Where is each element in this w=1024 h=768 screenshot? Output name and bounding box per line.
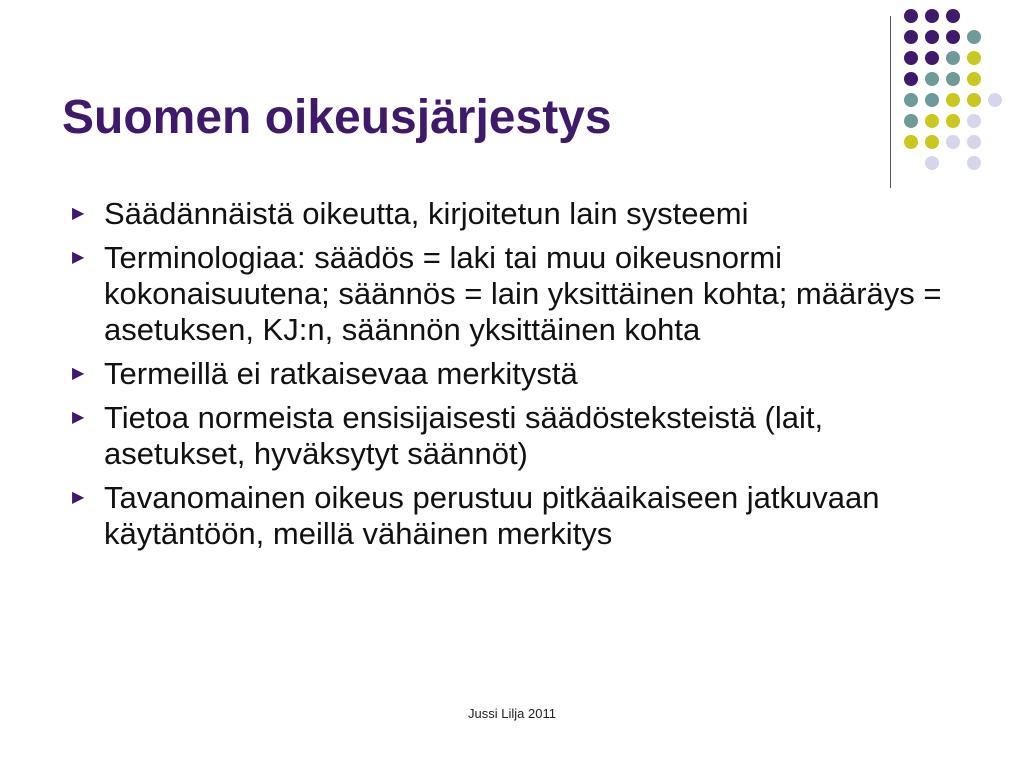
triangle-bullet-icon: ▶ xyxy=(72,249,85,266)
decorative-dot-lavender xyxy=(967,156,981,170)
decorative-dot-teal xyxy=(925,72,939,86)
decorative-dot-grid xyxy=(904,9,1014,169)
bullet-text: Säädännäistä oikeutta, kirjoitetun lain systeemi xyxy=(104,196,749,231)
bullet-text: Terminologiaa: säädös = laki tai muu oikeusnormi kokonaisuutena; säännös = lain yksittäinen kohta; määräys = asetuksen, KJ:n, säännön yksittäinen kohta xyxy=(104,240,942,347)
decorative-dot-lime xyxy=(946,93,960,107)
triangle-bullet-icon: ▶ xyxy=(72,205,85,222)
decorative-dot-purple xyxy=(925,9,939,23)
decorative-dot-teal xyxy=(946,51,960,65)
decorative-dot-purple xyxy=(904,9,918,23)
decorative-dot-purple xyxy=(946,9,960,23)
decorative-dot-purple xyxy=(925,51,939,65)
decorative-dot-teal xyxy=(904,114,918,128)
decorative-dot-lime xyxy=(904,135,918,149)
triangle-bullet-icon: ▶ xyxy=(72,489,85,506)
bullet-item xyxy=(72,400,972,472)
decorative-dot-teal xyxy=(925,93,939,107)
decorative-dot-lime xyxy=(925,135,939,149)
decorative-dot-lime xyxy=(946,114,960,128)
decorative-dot-lime xyxy=(967,72,981,86)
bullet-list xyxy=(72,196,972,560)
slide-title: Suomen oikeusjärjestys xyxy=(62,91,612,144)
footer-author: Jussi Lilja 2011 xyxy=(468,706,556,721)
bullet-text: Termeillä ei ratkaisevaa merkitystä xyxy=(104,356,578,391)
decorative-dot-lime xyxy=(967,51,981,65)
bullet-item xyxy=(72,196,972,232)
bullet-item xyxy=(72,356,972,392)
decorative-dot-lavender xyxy=(946,135,960,149)
bullet-item xyxy=(72,240,972,348)
decorative-dot-teal xyxy=(904,93,918,107)
decorative-dot-purple xyxy=(925,30,939,44)
decorative-dot-lime xyxy=(925,114,939,128)
decorative-dot-lavender xyxy=(988,93,1002,107)
decorative-dot-teal xyxy=(967,30,981,44)
triangle-bullet-icon: ▶ xyxy=(72,409,85,426)
decorative-dot-purple xyxy=(904,72,918,86)
decorative-dot-teal xyxy=(946,72,960,86)
decorative-dot-lavender xyxy=(967,135,981,149)
decorative-dot-lavender xyxy=(967,114,981,128)
decorative-dot-lime xyxy=(967,93,981,107)
triangle-bullet-icon: ▶ xyxy=(72,365,85,382)
decorative-dot-lavender xyxy=(925,156,939,170)
bullet-text: Tietoa normeista ensisijaisesti säädösteksteistä (lait, asetukset, hyväksytyt säännöt) xyxy=(104,400,824,471)
decorative-dot-purple xyxy=(904,30,918,44)
decorative-dot-purple xyxy=(946,30,960,44)
title-divider-line xyxy=(890,16,891,188)
decorative-dot-purple xyxy=(904,51,918,65)
bullet-item xyxy=(72,480,972,552)
bullet-text: Tavanomainen oikeus perustuu pitkäaikaiseen jatkuvaan käytäntöön, meillä vähäinen merkitys xyxy=(104,480,880,551)
